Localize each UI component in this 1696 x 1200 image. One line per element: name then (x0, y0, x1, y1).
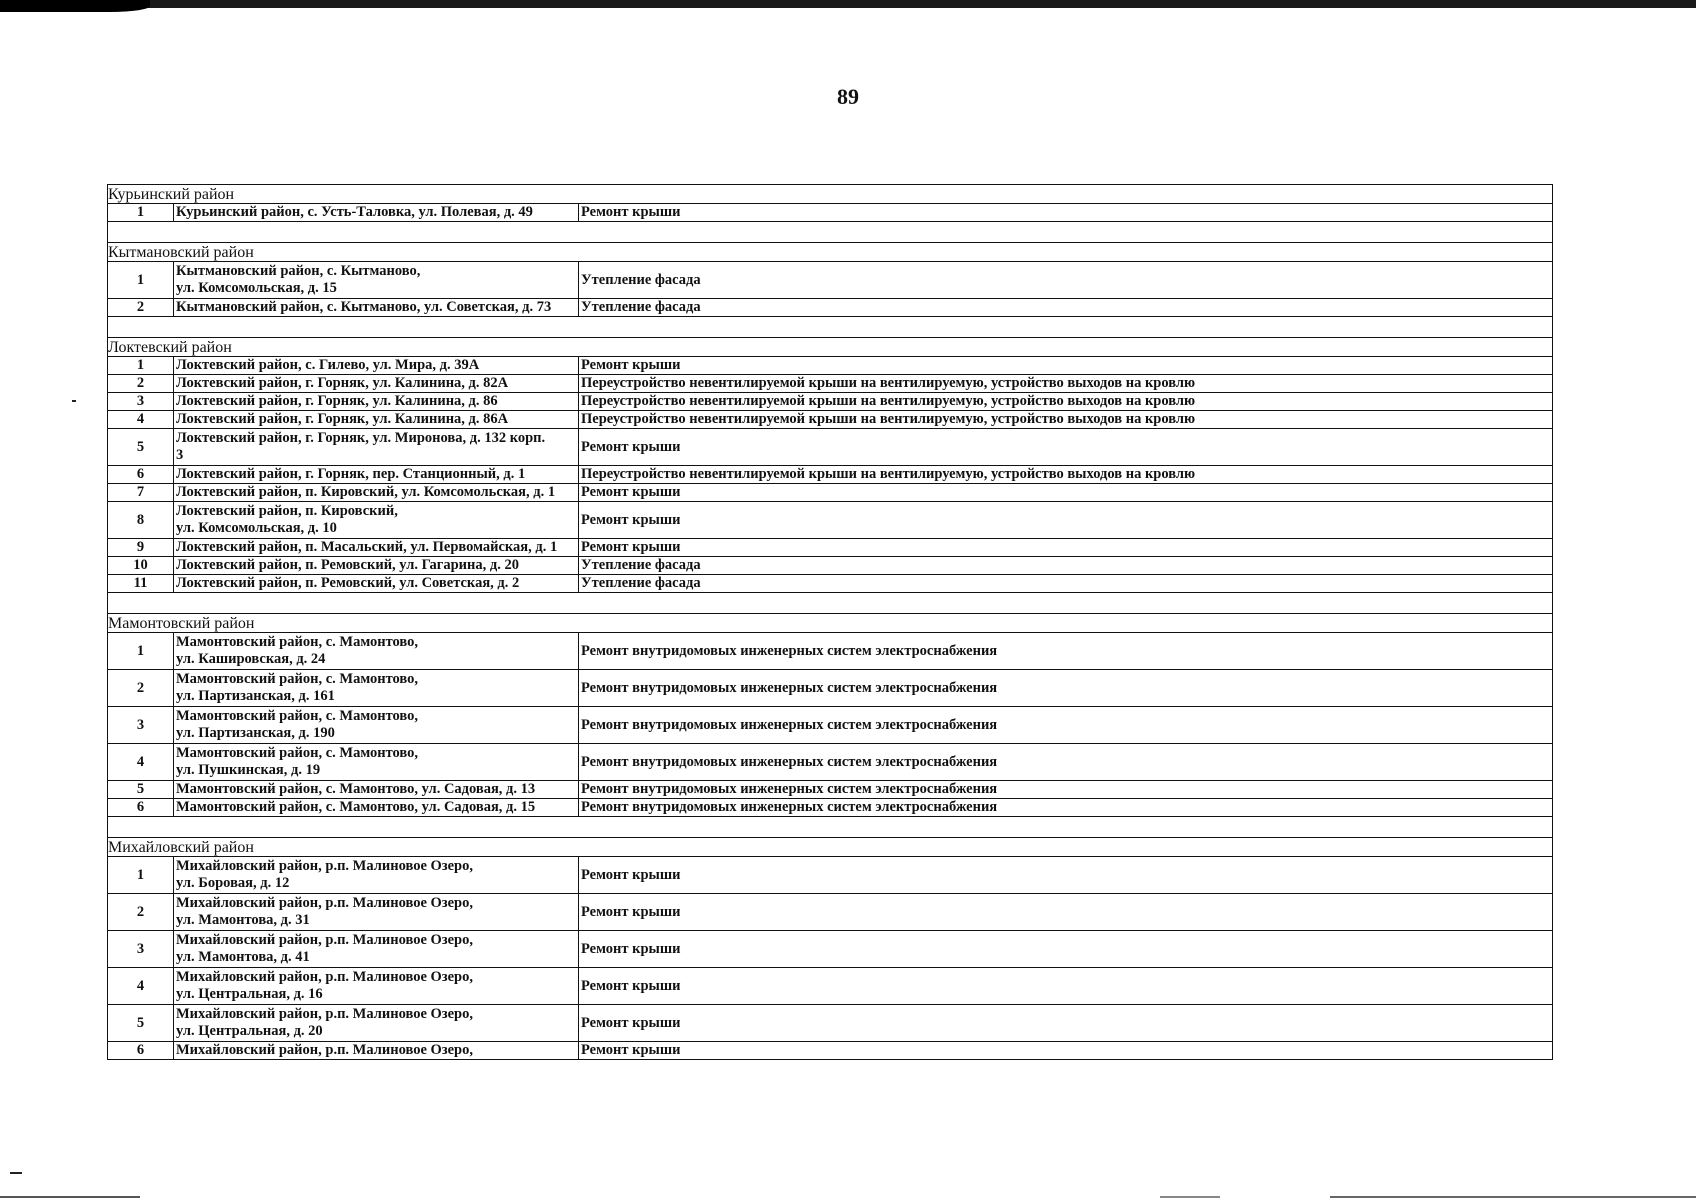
work-type-cell: Ремонт внутридомовых инженерных систем электроснабжения (579, 799, 1553, 817)
address-cell (174, 633, 579, 670)
table-row (108, 411, 1553, 429)
work-type-cell: Переустройство невентилируемой крыши на вентилируемую, устройство выходов на кровлю (579, 375, 1553, 393)
address-line: 3 (176, 447, 184, 463)
address-line: Мамонтовский район, с. Мамонтово, ул. Садовая, д. 15 (176, 799, 536, 815)
table-row (108, 968, 1553, 1005)
address-line: Локтевский район, г. Горняк, ул. Калинина, д. 82А (176, 375, 509, 391)
row-number: 5 (108, 1005, 174, 1042)
row-number: 11 (108, 575, 174, 593)
work-type-cell: Ремонт крыши (579, 894, 1553, 931)
spacer-cell (108, 317, 1553, 338)
address-line: Мамонтовский район, с. Мамонтово, (176, 671, 419, 687)
row-number: 6 (108, 466, 174, 484)
address-line: ул. Центральная, д. 20 (176, 1023, 323, 1039)
row-number: 3 (108, 393, 174, 411)
row-number: 2 (108, 670, 174, 707)
address-line: Локтевский район, п. Ремовский, ул. Гагарина, д. 20 (176, 557, 519, 573)
address-line: Локтевский район, г. Горняк, ул. Калинина, д. 86 (176, 393, 498, 409)
address-line: Михайловский район, р.п. Малиновое Озеро, (176, 1042, 473, 1058)
address-cell (174, 799, 579, 817)
district-name: Кытмановский район (108, 243, 1553, 262)
table-row (108, 781, 1553, 799)
work-type-cell: Ремонт крыши (579, 539, 1553, 557)
works-table (107, 184, 1553, 1060)
address-cell (174, 484, 579, 502)
address-cell (174, 894, 579, 931)
address-line: Локтевский район, п. Кировский, (176, 503, 398, 519)
table-row (108, 429, 1553, 466)
table-row (108, 204, 1553, 222)
row-number: 2 (108, 894, 174, 931)
address-cell (174, 557, 579, 575)
scan-mark (10, 1172, 22, 1174)
address-line: ул. Боровая, д. 12 (176, 875, 290, 891)
row-number: 6 (108, 1042, 174, 1060)
address-line: Мамонтовский район, с. Мамонтово, (176, 708, 419, 724)
row-number: 2 (108, 375, 174, 393)
district-header-row (108, 338, 1553, 357)
scan-mark (72, 400, 76, 402)
row-number: 5 (108, 781, 174, 799)
address-line: Мамонтовский район, с. Мамонтово, (176, 745, 419, 761)
address-cell (174, 429, 579, 466)
row-number: 1 (108, 857, 174, 894)
address-line: Локтевский район, с. Гилево, ул. Мира, д. 39А (176, 357, 480, 373)
district-spacer (108, 593, 1553, 614)
address-line: ул. Партизанская, д. 161 (176, 688, 335, 704)
address-line: ул. Партизанская, д. 190 (176, 725, 335, 741)
row-number: 3 (108, 931, 174, 968)
work-type-cell: Ремонт внутридомовых инженерных систем электроснабжения (579, 781, 1553, 799)
address-line: ул. Комсомольская, д. 10 (176, 520, 337, 536)
address-cell (174, 204, 579, 222)
address-line: Михайловский район, р.п. Малиновое Озеро, (176, 895, 473, 911)
scan-mark (1330, 1196, 1696, 1198)
work-type-cell: Утепление фасада (579, 575, 1553, 593)
district-name: Локтевский район (108, 338, 1553, 357)
row-number: 4 (108, 968, 174, 1005)
work-type-cell: Ремонт внутридомовых инженерных систем электроснабжения (579, 633, 1553, 670)
district-name: Курьинский район (108, 185, 1553, 204)
work-type-cell: Утепление фасада (579, 299, 1553, 317)
table-row (108, 1005, 1553, 1042)
work-type-cell: Ремонт крыши (579, 857, 1553, 894)
district-header-row (108, 614, 1553, 633)
row-number: 9 (108, 539, 174, 557)
work-type-cell: Ремонт крыши (579, 968, 1553, 1005)
table-row (108, 857, 1553, 894)
work-type-cell: Ремонт крыши (579, 357, 1553, 375)
district-spacer (108, 817, 1553, 838)
address-line: Локтевский район, п. Кировский, ул. Комсомольская, д. 1 (176, 484, 556, 500)
address-cell (174, 502, 579, 539)
row-number: 1 (108, 204, 174, 222)
table-row (108, 539, 1553, 557)
table-row (108, 744, 1553, 781)
address-line: ул. Пушкинская, д. 19 (176, 762, 321, 778)
table-row (108, 633, 1553, 670)
work-type-cell: Ремонт крыши (579, 1042, 1553, 1060)
address-line: Михайловский район, р.п. Малиновое Озеро, (176, 969, 473, 985)
row-number: 7 (108, 484, 174, 502)
spacer-cell (108, 593, 1553, 614)
scan-mark (1160, 1196, 1220, 1198)
work-type-cell: Ремонт внутридомовых инженерных систем электроснабжения (579, 744, 1553, 781)
table-row (108, 357, 1553, 375)
spacer-cell (108, 817, 1553, 838)
address-cell (174, 299, 579, 317)
address-cell (174, 1005, 579, 1042)
address-line: Михайловский район, р.п. Малиновое Озеро, (176, 858, 473, 874)
work-type-cell: Ремонт крыши (579, 204, 1553, 222)
address-line: ул. Мамонтова, д. 41 (176, 949, 310, 965)
district-name: Михайловский район (108, 838, 1553, 857)
row-number: 1 (108, 262, 174, 299)
address-line: Локтевский район, п. Ремовский, ул. Советская, д. 2 (176, 575, 520, 591)
work-type-cell: Ремонт внутридомовых инженерных систем электроснабжения (579, 707, 1553, 744)
address-line: ул. Комсомольская, д. 15 (176, 280, 337, 296)
scan-edge-shadow (0, 0, 150, 12)
work-type-cell: Ремонт крыши (579, 502, 1553, 539)
address-cell (174, 857, 579, 894)
table-row (108, 799, 1553, 817)
table-row (108, 375, 1553, 393)
table-row (108, 931, 1553, 968)
address-cell (174, 781, 579, 799)
district-name: Мамонтовский район (108, 614, 1553, 633)
work-type-cell: Утепление фасада (579, 262, 1553, 299)
table-row (108, 393, 1553, 411)
table-row (108, 466, 1553, 484)
row-number: 6 (108, 799, 174, 817)
address-cell (174, 707, 579, 744)
work-type-cell: Ремонт крыши (579, 1005, 1553, 1042)
address-line: Кытмановский район, с. Кытманово, ул. Советская, д. 73 (176, 299, 552, 315)
work-type-cell: Переустройство невентилируемой крыши на вентилируемую, устройство выходов на кровлю (579, 393, 1553, 411)
district-header-row (108, 185, 1553, 204)
work-type-cell: Утепление фасада (579, 557, 1553, 575)
row-number: 1 (108, 357, 174, 375)
address-line: Локтевский район, г. Горняк, ул. Калинина, д. 86А (176, 411, 509, 427)
address-cell (174, 375, 579, 393)
row-number: 1 (108, 633, 174, 670)
address-line: Курьинский район, с. Усть-Таловка, ул. Полевая, д. 49 (176, 204, 533, 220)
table-row (108, 894, 1553, 931)
table-row (108, 557, 1553, 575)
address-cell (174, 1042, 579, 1060)
table-row (108, 575, 1553, 593)
address-cell (174, 411, 579, 429)
table-row (108, 484, 1553, 502)
row-number: 5 (108, 429, 174, 466)
address-cell (174, 357, 579, 375)
works-table-body (108, 185, 1553, 1060)
table-row (108, 670, 1553, 707)
address-cell (174, 539, 579, 557)
spacer-cell (108, 222, 1553, 243)
address-line: Михайловский район, р.п. Малиновое Озеро, (176, 1006, 473, 1022)
address-cell (174, 262, 579, 299)
scan-mark (0, 1196, 140, 1198)
address-cell (174, 575, 579, 593)
address-cell (174, 466, 579, 484)
address-cell (174, 393, 579, 411)
address-line: Мамонтовский район, с. Мамонтово, ул. Садовая, д. 13 (176, 781, 536, 797)
table-row (108, 1042, 1553, 1060)
work-type-cell: Переустройство невентилируемой крыши на вентилируемую, устройство выходов на кровлю (579, 411, 1553, 429)
address-cell (174, 744, 579, 781)
work-type-cell: Ремонт крыши (579, 931, 1553, 968)
address-line: Мамонтовский район, с. Мамонтово, (176, 634, 419, 650)
address-line: ул. Кашировская, д. 24 (176, 651, 326, 667)
scan-edge-top (0, 0, 1696, 8)
address-line: Локтевский район, г. Горняк, ул. Миронова, д. 132 корп. (176, 430, 546, 446)
work-type-cell: Ремонт крыши (579, 429, 1553, 466)
address-line: Локтевский район, п. Масальский, ул. Первомайская, д. 1 (176, 539, 558, 555)
work-type-cell: Ремонт крыши (579, 484, 1553, 502)
address-cell (174, 931, 579, 968)
table-row (108, 707, 1553, 744)
work-type-cell: Ремонт внутридомовых инженерных систем электроснабжения (579, 670, 1553, 707)
address-line: Локтевский район, г. Горняк, пер. Станционный, д. 1 (176, 466, 526, 482)
row-number: 8 (108, 502, 174, 539)
row-number: 4 (108, 411, 174, 429)
district-spacer (108, 317, 1553, 338)
district-header-row (108, 838, 1553, 857)
address-line: Михайловский район, р.п. Малиновое Озеро, (176, 932, 473, 948)
row-number: 3 (108, 707, 174, 744)
table-row (108, 299, 1553, 317)
page-number: 89 (837, 84, 859, 109)
table-row (108, 502, 1553, 539)
address-line: ул. Мамонтова, д. 31 (176, 912, 310, 928)
table-row (108, 262, 1553, 299)
district-spacer (108, 222, 1553, 243)
address-cell (174, 670, 579, 707)
address-line: ул. Центральная, д. 16 (176, 986, 323, 1002)
district-header-row (108, 243, 1553, 262)
row-number: 10 (108, 557, 174, 575)
row-number: 2 (108, 299, 174, 317)
row-number: 4 (108, 744, 174, 781)
address-cell (174, 968, 579, 1005)
work-type-cell: Переустройство невентилируемой крыши на вентилируемую, устройство выходов на кровлю (579, 466, 1553, 484)
address-line: Кытмановский район, с. Кытманово, (176, 263, 421, 279)
